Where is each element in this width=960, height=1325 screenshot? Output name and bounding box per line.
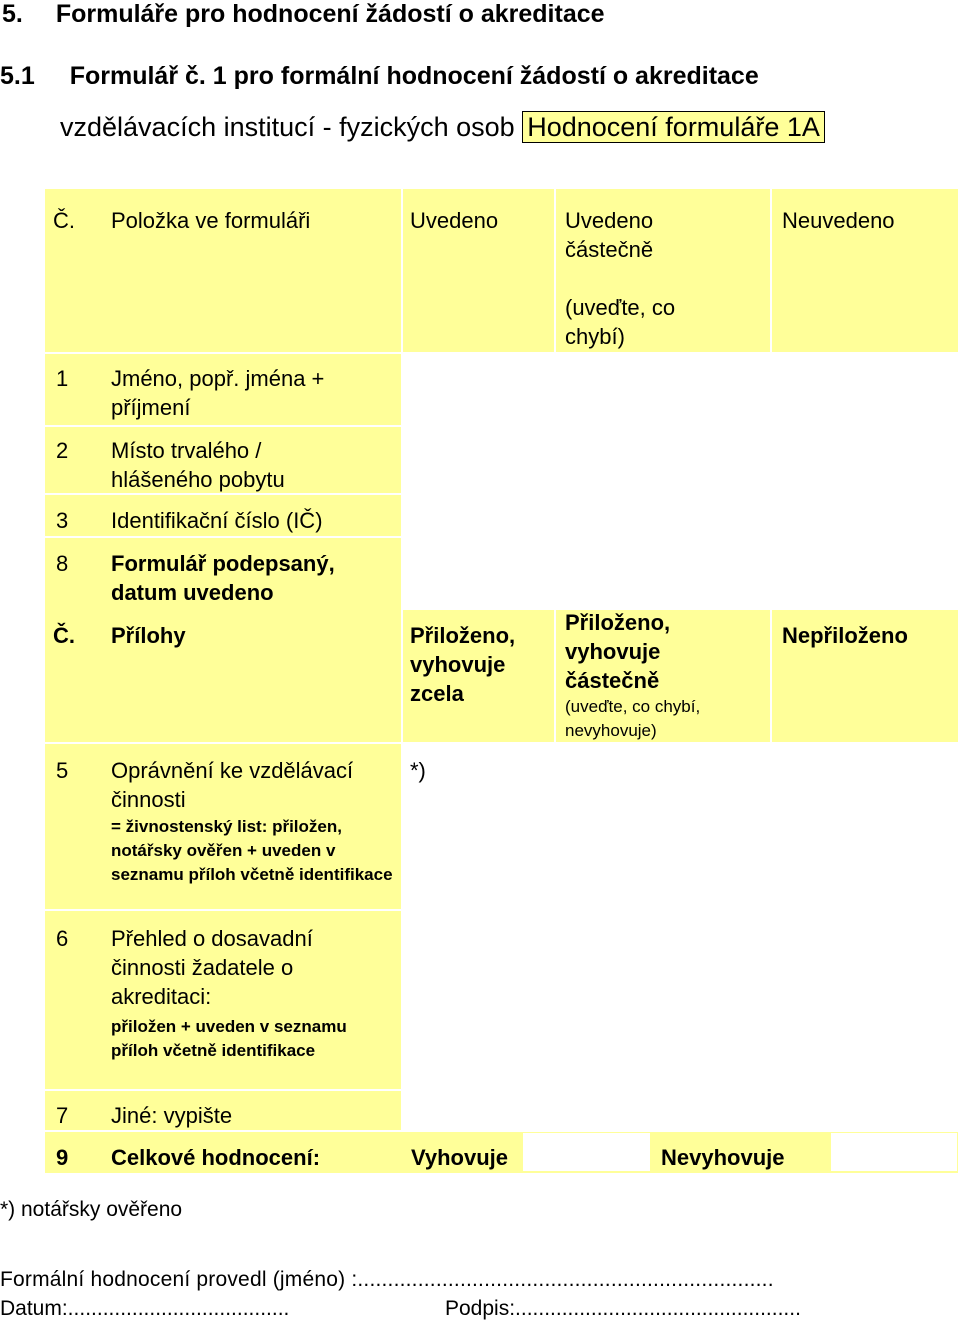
total-empty-box <box>830 1132 958 1172</box>
attach-header-partial: Přiloženo, vyhovuje částečně <box>565 610 671 693</box>
subheading-second-line <box>60 110 825 144</box>
signature-line[interactable]: Podpis:................................................. <box>445 1297 801 1320</box>
row-label: Formulář podepsaný, datum uvedeno <box>111 551 335 605</box>
row-num: 5 <box>56 758 69 783</box>
row-label: Identifikační číslo (IČ) <box>111 508 323 533</box>
row-detail: = živnostenský list: přiložen, notářsky ověřen + uveden v seznamu příloh včetně identifikace <box>111 817 393 884</box>
heading-title: Formuláře pro hodnocení žádostí o akreditace <box>55 0 605 28</box>
attach-header-partial-note: (uveďte, co chybí, nevyhovuje) <box>565 697 701 740</box>
subheading <box>0 62 759 91</box>
divider <box>554 610 556 744</box>
attach-header-num: Č. <box>53 623 75 648</box>
form-badge: Hodnocení formuláře 1A <box>522 111 825 143</box>
divider <box>45 1089 401 1091</box>
total-label: Celkové hodnocení: <box>111 1145 321 1170</box>
header-stated: Uvedeno <box>410 208 499 233</box>
attach-header-full: Přiloženo, vyhovuje zcela <box>410 623 516 706</box>
row-num: 8 <box>56 551 69 576</box>
total-pass-option[interactable]: Vyhovuje <box>411 1145 508 1170</box>
table-bottom-line <box>45 1172 958 1173</box>
row-mark: *) <box>410 758 426 783</box>
divider <box>554 189 556 352</box>
divider <box>770 610 772 744</box>
divider <box>401 189 403 352</box>
row-label: Jiné: vypište <box>111 1103 233 1128</box>
row-detail: přiložen + uveden v seznamu příloh včetně identifikace <box>111 1017 347 1060</box>
row-num: 2 <box>56 438 69 463</box>
row-num: 1 <box>56 366 69 391</box>
total-num: 9 <box>56 1145 69 1170</box>
total-pass-box <box>523 1132 650 1172</box>
header-partial-note: (uveďte, co chybí) <box>565 295 676 349</box>
attach-header-item-cell <box>45 610 401 744</box>
total-fail-option[interactable]: Nevyhovuje <box>661 1145 785 1170</box>
row-num: 6 <box>56 926 69 951</box>
heading <box>2 0 605 29</box>
divider <box>45 1130 958 1132</box>
attach-header-item: Přílohy <box>111 623 186 648</box>
header-not-stated: Neuvedeno <box>782 208 895 233</box>
evaluator-line[interactable]: Formální hodnocení provedl (jméno) :..................................................................... <box>0 1268 774 1291</box>
divider <box>45 352 401 354</box>
subheading-number: 5.1 <box>0 62 35 90</box>
divider <box>770 189 772 352</box>
divider <box>45 425 401 427</box>
row-label: Místo trvalého / hlášeného pobytu <box>111 438 285 492</box>
divider <box>45 536 401 538</box>
divider <box>45 909 401 911</box>
header-partial: Uvedeno částečně <box>565 208 654 262</box>
row-label: Jméno, popř. jména + příjmení <box>111 366 325 420</box>
row-label: Přehled o dosavadní činnosti žadatele o akreditaci: <box>111 926 313 1009</box>
heading-number: 5. <box>2 0 23 28</box>
row-num: 3 <box>56 508 69 533</box>
footnote: *) notářsky ověřeno <box>0 1198 183 1221</box>
subheading-line2: vzdělávacích institucí - fyzických osob <box>60 112 515 142</box>
subheading-line1: Formulář č. 1 pro formální hodnocení žádostí o akreditace <box>69 62 759 90</box>
row-label: Oprávnění ke vzdělávací činnosti <box>111 758 354 812</box>
date-line[interactable]: Datum:...................................... <box>0 1297 290 1320</box>
divider <box>401 610 403 744</box>
attach-header-none: Nepřiloženo <box>782 623 908 648</box>
header-num: Č. <box>53 208 75 233</box>
divider <box>45 742 958 744</box>
header-item: Položka ve formuláři <box>111 208 311 233</box>
row-num: 7 <box>56 1103 69 1128</box>
